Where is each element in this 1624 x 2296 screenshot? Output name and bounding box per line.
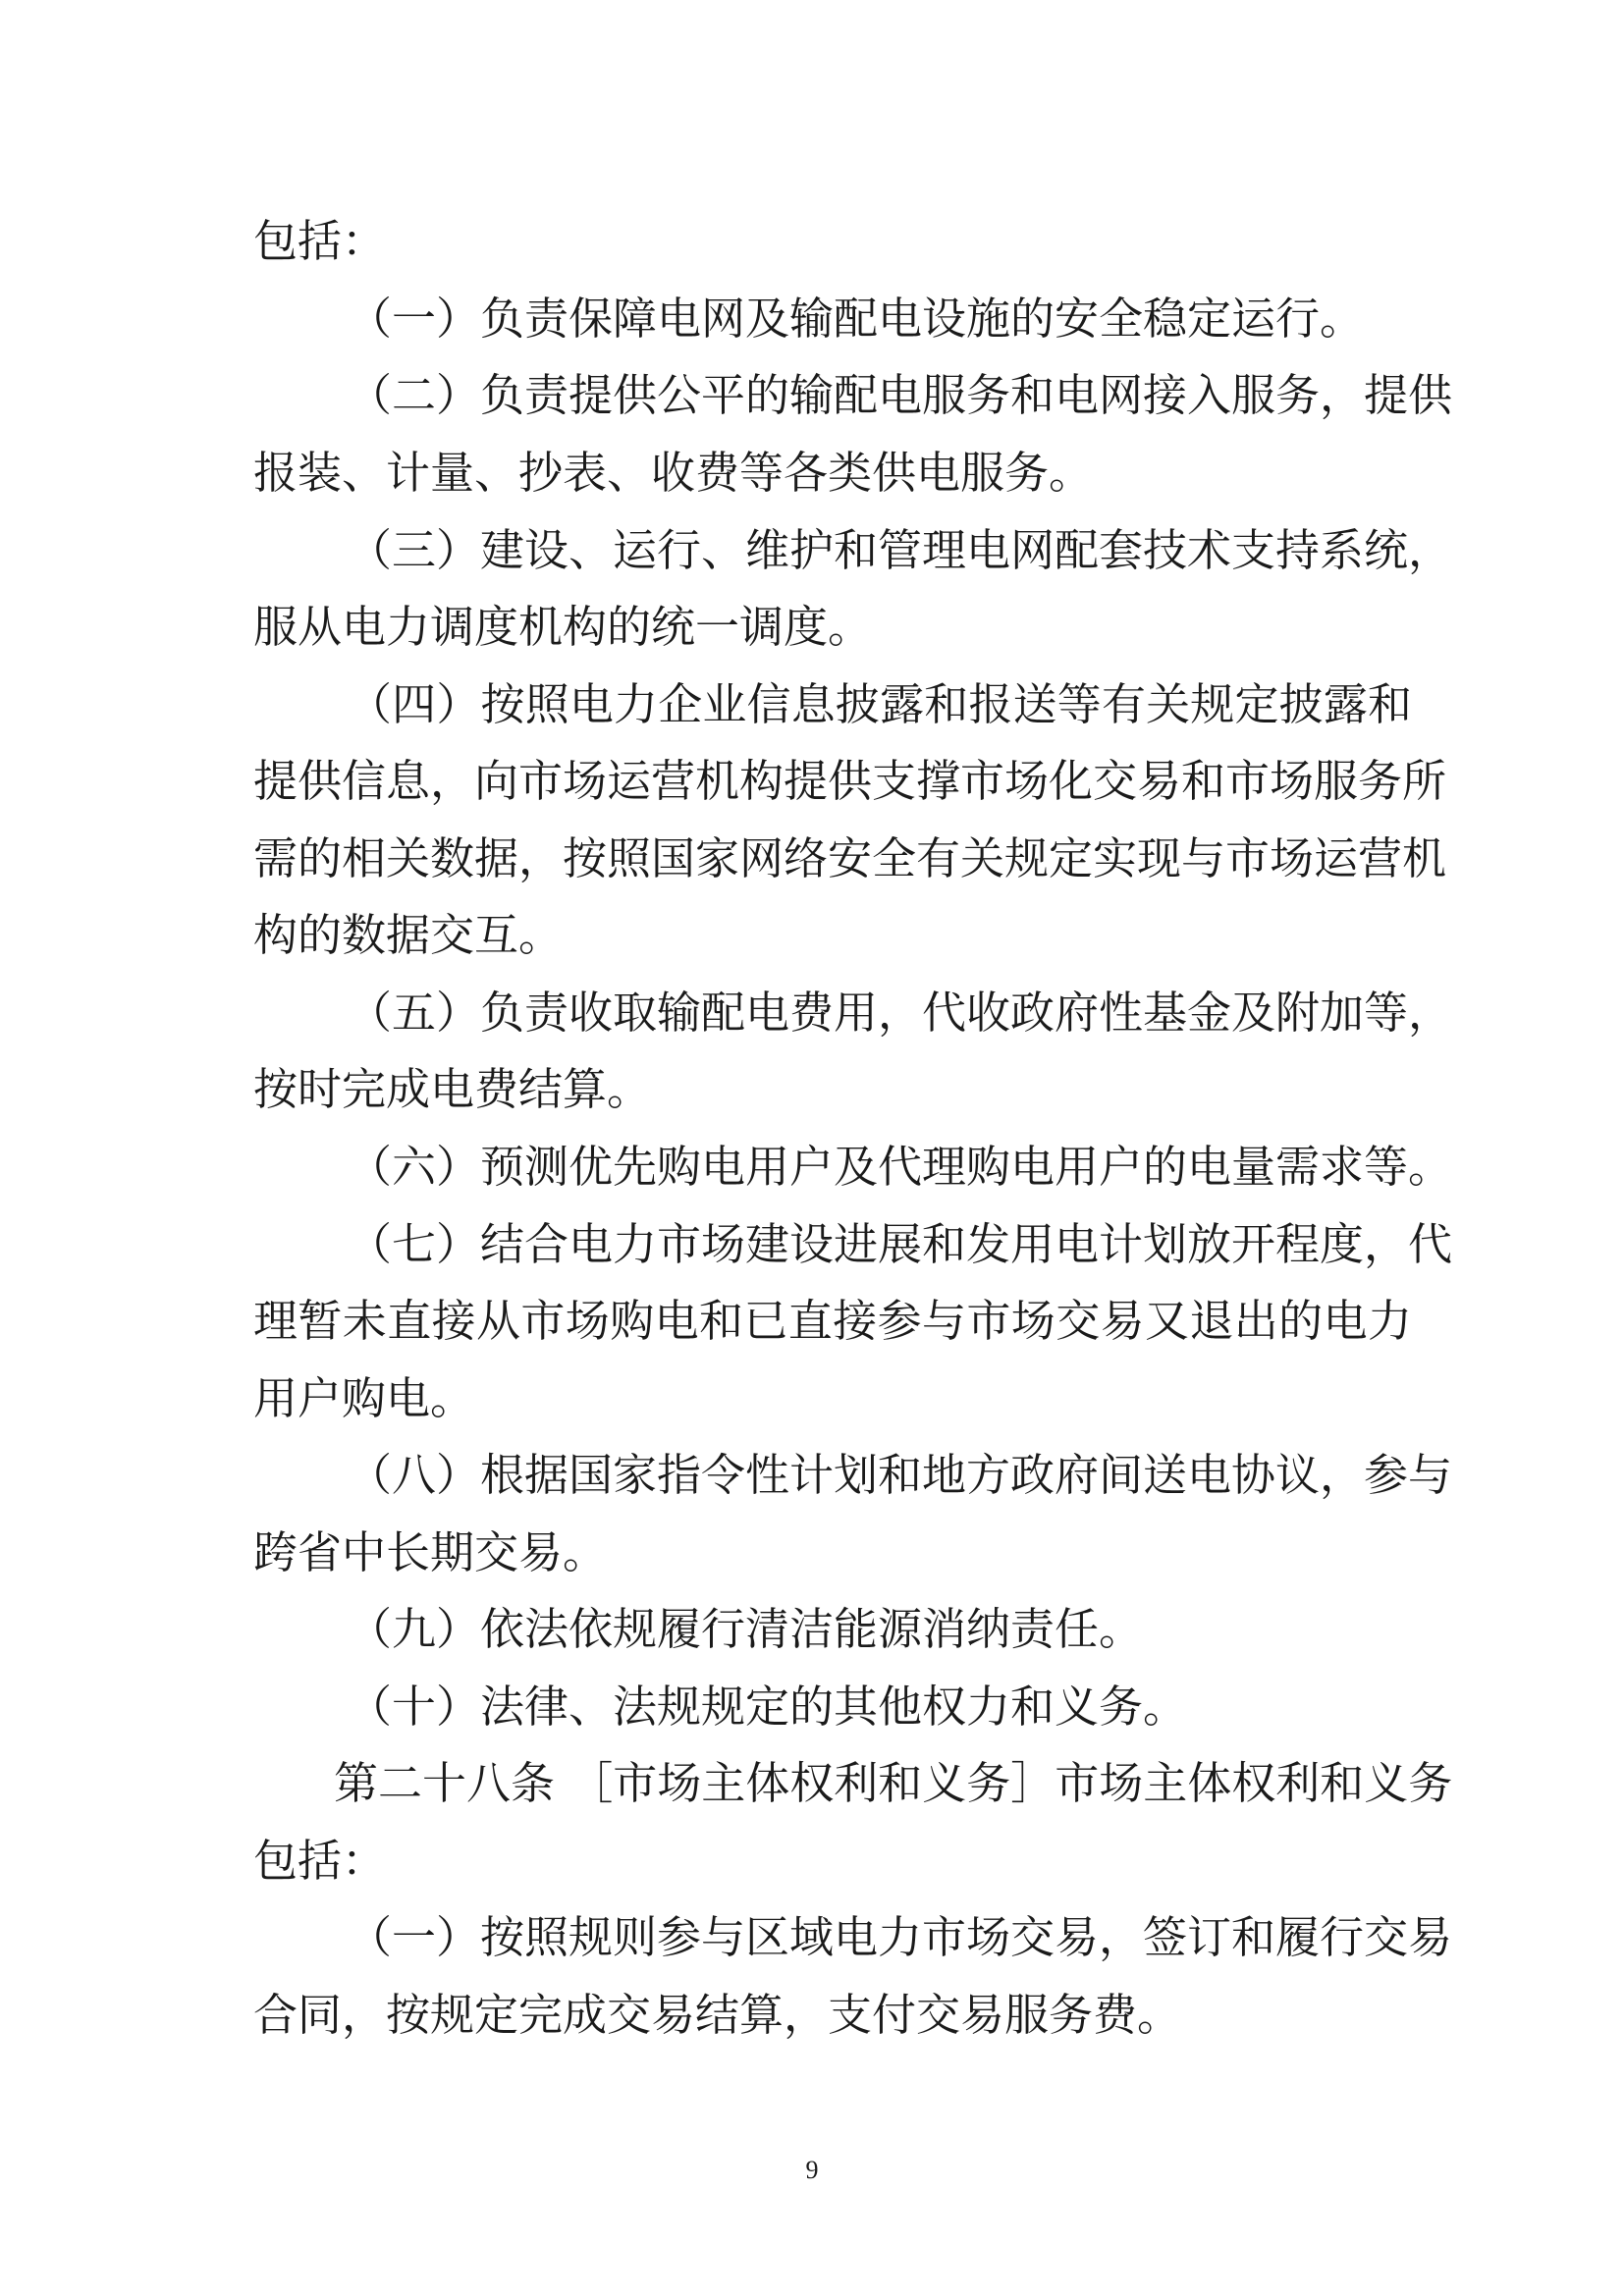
list-item-3: （三）建设、运行、维护和管理电网配套技术支持系统， [348, 524, 1453, 576]
text-line: 按时完成电费结算。 [253, 1063, 652, 1115]
text-line: 服从电力调度机构的统一调度。 [253, 601, 873, 653]
text-line: 包括： [253, 1835, 387, 1887]
text-line: 需的相关数据，按照国家网络安全有关规定实现与市场运营机 [253, 832, 1447, 884]
list-item-7: （七）结合电力市场建设进展和发用电计划放开程度，代 [348, 1218, 1453, 1270]
text-line: 跨省中长期交易。 [253, 1526, 608, 1578]
list-item-1: （一）按照规则参与区域电力市场交易，签订和履行交易 [348, 1911, 1453, 1963]
text-line: 包括： [253, 215, 387, 267]
list-item-2: （二）负责提供公平的输配电服务和电网接入服务，提供 [348, 369, 1453, 421]
text-line: 理暂未直接从市场购电和已直接参与市场交易又退出的电力 [253, 1295, 1412, 1347]
list-item-10: （十）法律、法规规定的其他权力和义务。 [348, 1681, 1188, 1733]
list-item-5: （五）负责收取输配电费用，代收政府性基金及附加等， [348, 987, 1453, 1039]
text-line: 用户购电。 [253, 1372, 475, 1424]
text-line: 报装、计量、抄表、收费等各类供电服务。 [253, 447, 1094, 499]
text-line: 提供信息，向市场运营机构提供支撑市场化交易和市场服务所 [253, 755, 1447, 807]
article-heading: 第二十八条 ［市场主体权利和义务］市场主体权利和义务 [334, 1757, 1453, 1809]
list-item-4: （四）按照电力企业信息披露和报送等有关规定披露和 [348, 678, 1412, 730]
text-line: 构的数据交互。 [253, 909, 564, 961]
page-number: 9 [805, 2156, 819, 2184]
text-line: 合同，按规定完成交易结算，支付交易服务费。 [253, 1989, 1182, 2041]
list-item-1: （一）负责保障电网及输配电设施的安全稳定运行。 [348, 293, 1365, 345]
list-item-6: （六）预测优先购电用户及代理购电用户的电量需求等。 [348, 1141, 1453, 1193]
list-item-8: （八）根据国家指令性计划和地方政府间送电协议，参与 [348, 1449, 1453, 1501]
list-item-9: （九）依法依规履行清洁能源消纳责任。 [348, 1603, 1144, 1655]
